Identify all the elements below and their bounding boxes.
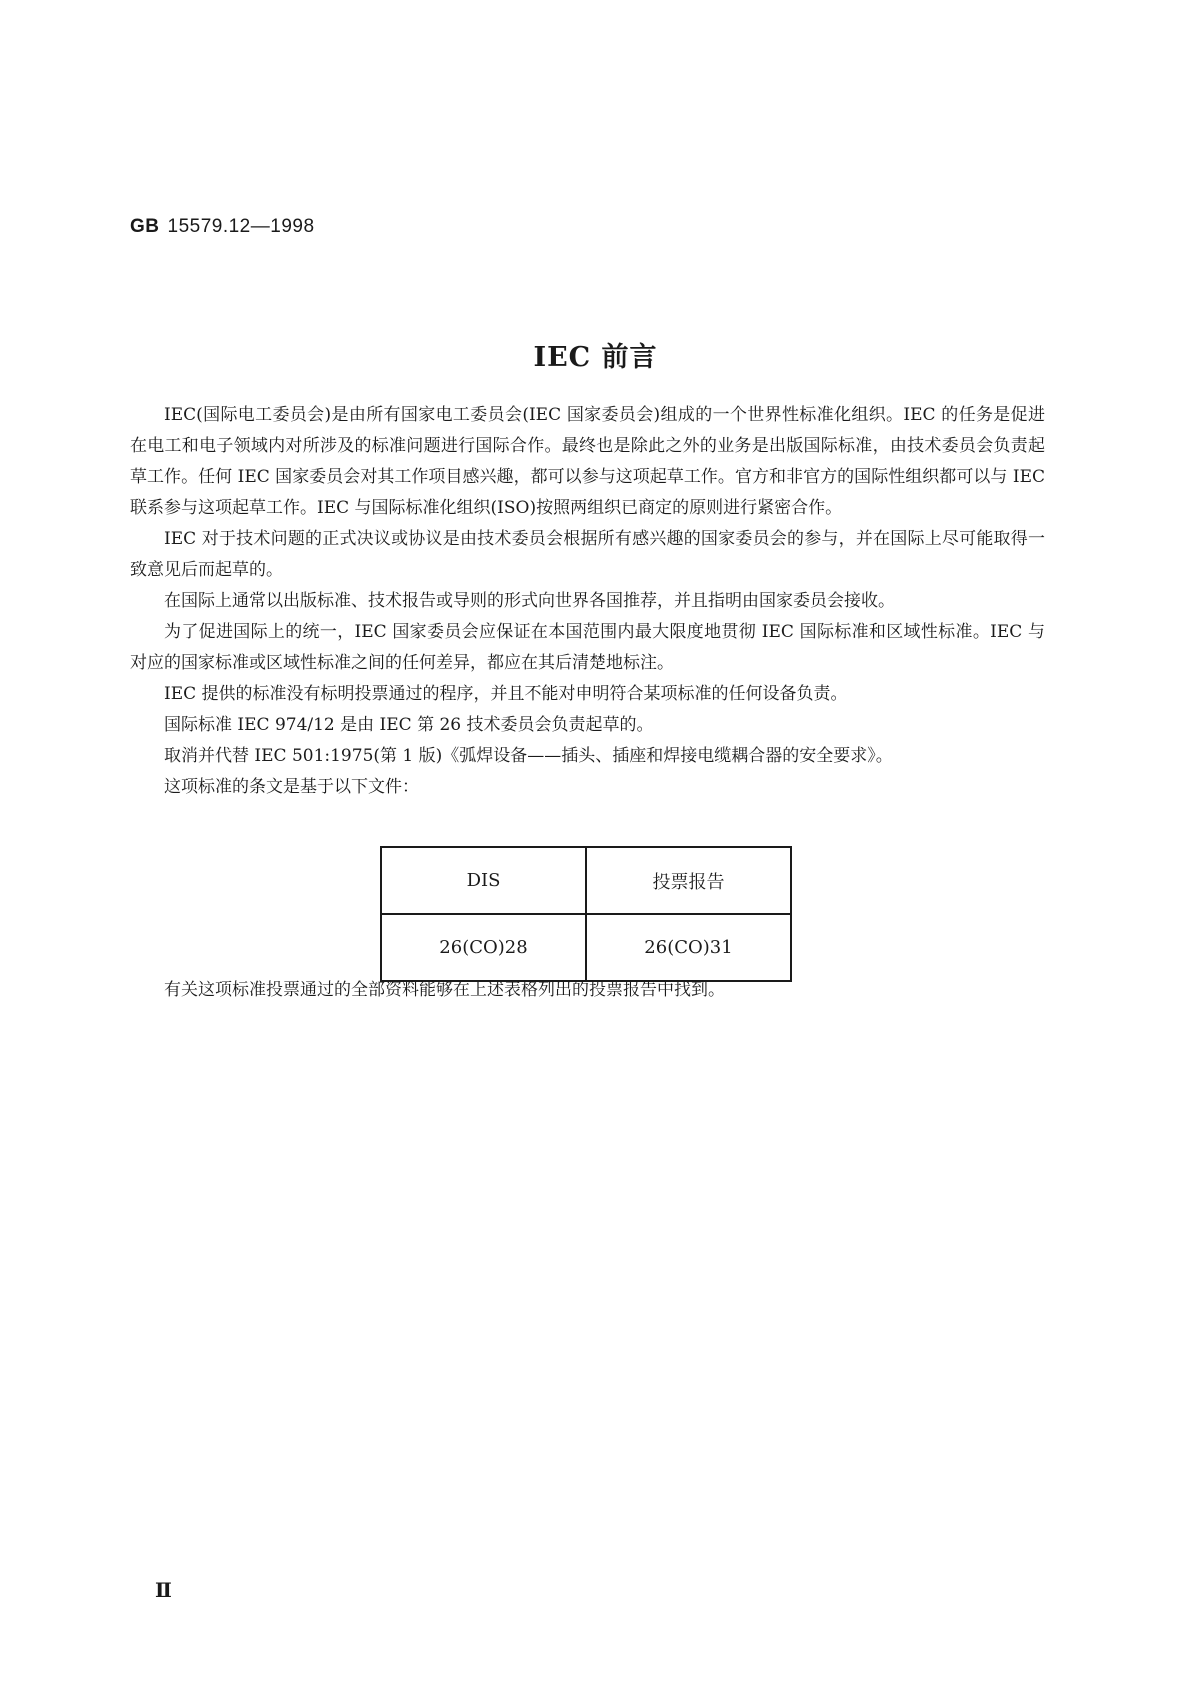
paragraph-5: IEC 提供的标准没有标明投票通过的程序，并且不能对申明符合某项标准的任何设备负责。 xyxy=(164,684,848,704)
paragraph-4: 为了促进国际上的统一，IEC 国家委员会应保证在本国范围内最大限度地贯彻 IEC 国际标准和区域性标准。IEC 与对应的国家标准或区域性标准之间的任何差异，都应在其后清楚地标注。 xyxy=(130,622,1045,673)
table-header-voting-report: 投票报告 xyxy=(586,847,791,914)
paragraph-6: 国际标准 IEC 974/12 是由 IEC 第 26 技术委员会负责起草的。 xyxy=(164,715,654,735)
standard-code xyxy=(130,216,315,238)
table-header-dis: DIS xyxy=(381,847,586,914)
table-row xyxy=(381,914,791,981)
paragraph-1: IEC(国际电工委员会)是由所有国家电工委员会(IEC 国家委员会)组成的一个世界性标准化组织。IEC 的任务是促进在电工和电子领域内对所涉及的标准问题进行国际合作。最终也是除此之外的业务是出版国际标准，由技术委员会负责起草工作。任何 IEC 国家委员会对其工作项目感兴趣，都可以参与这项起草工作。官方和非官方的国际性组织都可以与 IEC 联系参与这项起草工作。IEC 与国际标准化组织(ISO)按照两组织已商定的原则进行紧密合作。 xyxy=(130,405,1045,518)
paragraph-3: 在国际上通常以出版标准、技术报告或导则的形式向世界各国推荐，并且指明由国家委员会接收。 xyxy=(164,591,895,611)
voting-documents-table xyxy=(380,846,792,982)
foreword-body xyxy=(130,400,1045,803)
table-cell-dis: 26(CO)28 xyxy=(381,914,586,981)
paragraph-8: 这项标准的条文是基于以下文件： xyxy=(164,777,419,797)
table-cell-voting-report: 26(CO)31 xyxy=(586,914,791,981)
paragraph-2: IEC 对于技术问题的正式决议或协议是由技术委员会根据所有感兴趣的国家委员会的参与，并在国际上尽可能取得一致意见后而起草的。 xyxy=(130,529,1045,580)
standard-number: 15579.12—1998 xyxy=(167,216,315,237)
table-footnote: 有关这项标准投票通过的全部资料能够在上述表格列出的投票报告中找到。 xyxy=(164,980,725,1000)
page-title: IEC 前言 xyxy=(533,342,658,373)
table-header-row xyxy=(381,847,791,914)
page-number: Ⅱ xyxy=(155,1578,172,1602)
paragraph-7: 取消并代替 IEC 501:1975(第 1 版)《弧焊设备——插头、插座和焊接电缆耦合器的安全要求》。 xyxy=(164,746,893,766)
standard-prefix: GB xyxy=(130,216,160,237)
